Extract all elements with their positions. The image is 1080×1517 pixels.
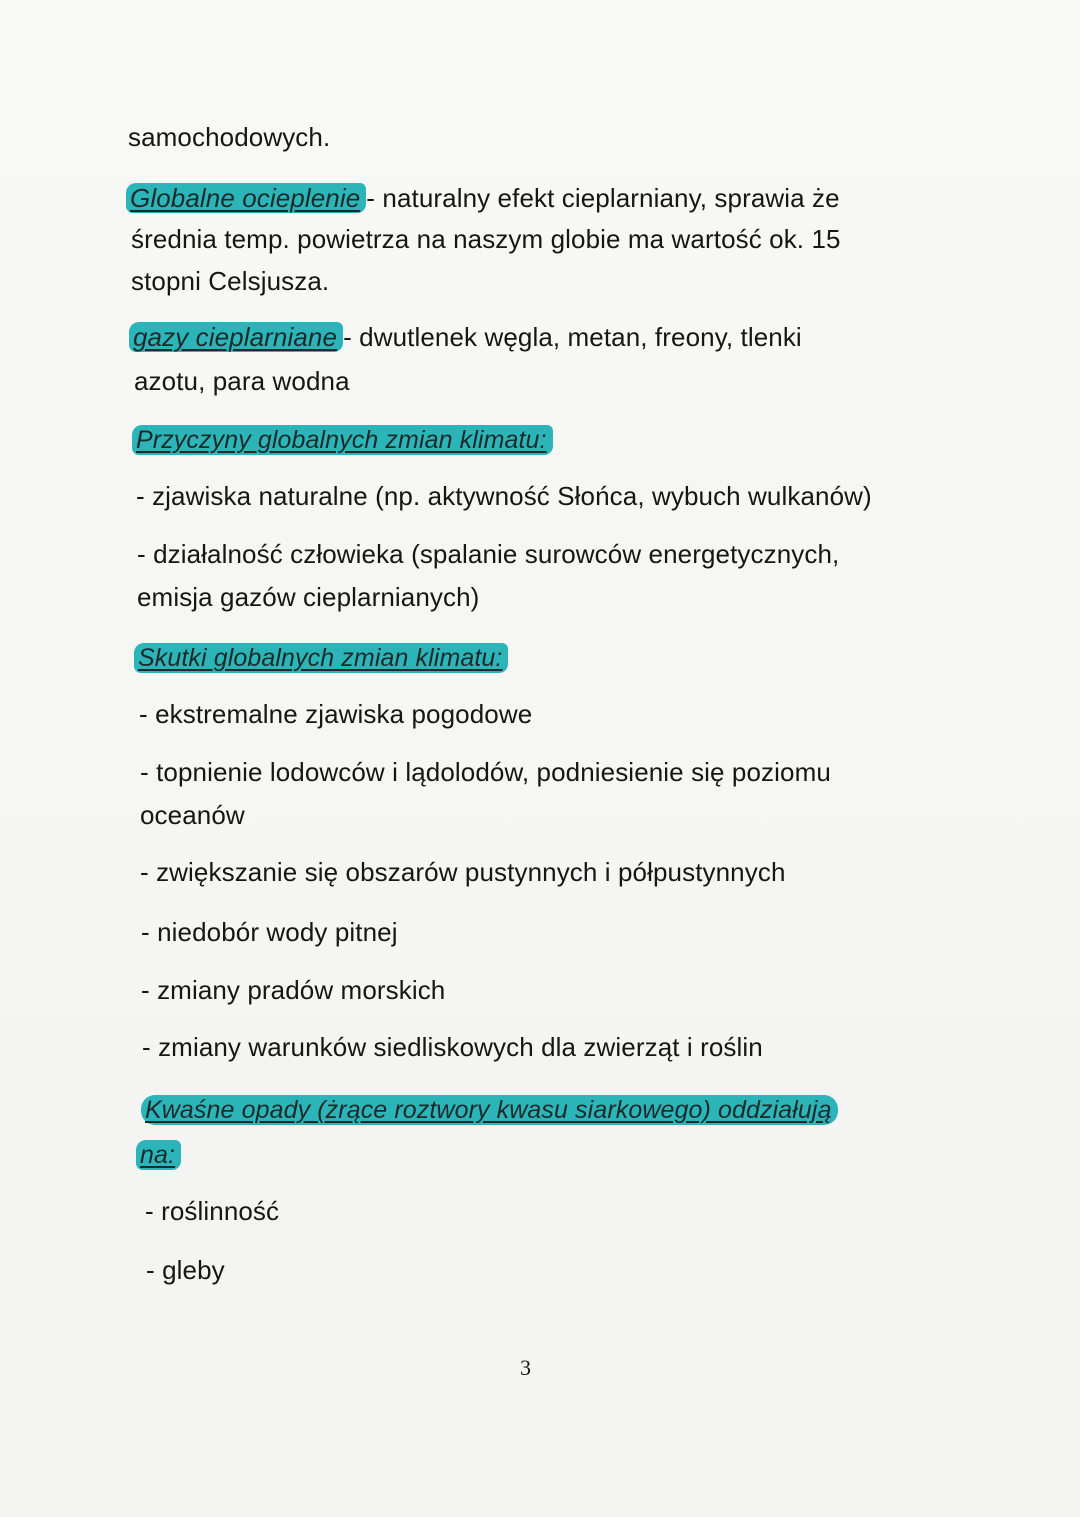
effects-item-6-text: - zmiany warunków siedliskowych dla zwierząt i roślin: [142, 1032, 763, 1062]
global-warming-definition-middle: średnia temp. powietrza na naszym globie ma wartość ok. 15: [131, 224, 841, 254]
acid-rain-heading-line-2: [140, 1139, 181, 1170]
effects-item-5: [141, 975, 445, 1005]
acid-rain-item-1: [145, 1196, 279, 1226]
global-warming-line-3: [131, 266, 329, 296]
global-warming-line-2: [131, 224, 841, 254]
effects-item-1: [139, 699, 532, 729]
greenhouse-gases-definition-start: - dwutlenek węgla, metan, freony, tlenki: [343, 322, 802, 352]
greenhouse-gases-line-1: [133, 322, 802, 352]
causes-item-2-line-1: [137, 539, 839, 569]
causes-item-2-text-start: - działalność człowieka (spalanie surowców energetycznych,: [137, 539, 840, 569]
effects-item-1-text: - ekstremalne zjawiska pogodowe: [139, 699, 533, 729]
effects-item-5-text: - zmiany pradów morskich: [141, 975, 446, 1005]
acid-rain-item-1-text: - roślinność: [145, 1196, 280, 1226]
greenhouse-gases-line-2: [134, 366, 350, 396]
intro-end-line: [128, 122, 330, 152]
greenhouse-gases-term: gazy cieplarniane: [129, 322, 343, 352]
acid-rain-heading: Kwaśne opady (żrące roztwory kwasu siarkowego) oddziałują: [141, 1095, 838, 1125]
effects-item-2-line-1: [140, 757, 831, 787]
greenhouse-gases-definition-end: azotu, para wodna: [134, 366, 350, 396]
global-warming-definition-start: - naturalny efekt cieplarniany, sprawia że: [366, 183, 840, 213]
causes-heading-line: [136, 424, 553, 455]
acid-rain-heading-line-1: [145, 1094, 838, 1125]
causes-item-2-line-2: [137, 582, 479, 612]
page-number: 3: [520, 1355, 531, 1380]
global-warming-definition-end: stopni Celsjusza.: [131, 266, 330, 296]
effects-heading: Skutki globalnych zmian klimatu:: [134, 643, 508, 673]
effects-item-4-text: - niedobór wody pitnej: [141, 917, 398, 947]
effects-item-3: [140, 857, 786, 887]
acid-rain-item-2-text: - gleby: [146, 1255, 225, 1285]
global-warming-term: Globalne ocieplenie: [126, 183, 366, 213]
effects-item-3-text: - zwiększanie się obszarów pustynnych i półpustynnych: [140, 857, 786, 887]
global-warming-line-1: [130, 183, 840, 213]
effects-item-2-line-2: [140, 800, 245, 830]
causes-item-1-text: - zjawiska naturalne (np. aktywność Słońca, wybuch wulkanów): [136, 481, 872, 511]
intro-end-text: samochodowych.: [128, 122, 331, 152]
effects-item-2-text-start: - topnienie lodowców i lądolodów, podniesienie się poziomu: [140, 757, 831, 787]
causes-heading: Przyczyny globalnych zmian klimatu:: [132, 425, 553, 455]
causes-item-2-text-end: emisja gazów cieplarnianych): [137, 582, 480, 612]
acid-rain-heading-continuation: na:: [136, 1140, 181, 1170]
effects-item-4: [141, 917, 398, 947]
causes-item-1: [136, 481, 872, 511]
effects-heading-line: [138, 642, 508, 673]
effects-item-6: [142, 1032, 763, 1062]
effects-item-2-text-end: oceanów: [140, 800, 245, 830]
acid-rain-item-2: [146, 1255, 225, 1285]
